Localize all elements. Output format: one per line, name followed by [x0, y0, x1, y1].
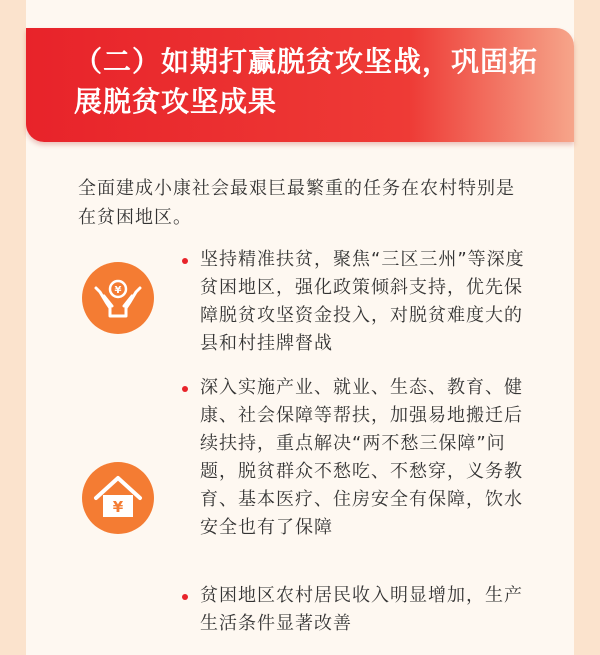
list-item-text: 深入实施产业、就业、生态、教育、健康、社会保障等帮扶，加强易地搬迁后续扶持，重点解决“两不愁三保障”问题，脱贫群众不愁吃、不愁穿，义务教育、基本医疗、住房安全有保障，饮水安全也有了保障: [200, 377, 523, 538]
list-item: [200, 374, 530, 542]
list-item-text: 贫困地区农村居民收入明显增加，生产生活条件显著改善: [200, 585, 523, 634]
section-banner: [26, 28, 574, 142]
bullet-dot: [182, 258, 188, 264]
house-money-icon: [82, 462, 154, 534]
bullet-dot: [182, 386, 188, 392]
svg-text:¥: ¥: [114, 285, 122, 296]
section-title: （二）如期打赢脱贫攻坚战，巩固拓展脱贫攻坚成果: [74, 45, 539, 118]
list-item: [200, 582, 530, 638]
svg-text:¥: ¥: [112, 498, 124, 516]
list-item: [200, 246, 530, 358]
intro-paragraph: 全面建成小康社会最艰巨最繁重的任务在农村特别是在贫困地区。: [78, 178, 515, 228]
list-item-text: 坚持精准扶贫，聚焦“三区三州”等深度贫困地区，强化政策倾斜支持，优先保障脱贫攻坚资金投入，对脱贫难度大的县和村挂牌督战: [200, 249, 525, 354]
hands-money-icon: [82, 262, 154, 334]
bullet-dot: [182, 594, 188, 600]
